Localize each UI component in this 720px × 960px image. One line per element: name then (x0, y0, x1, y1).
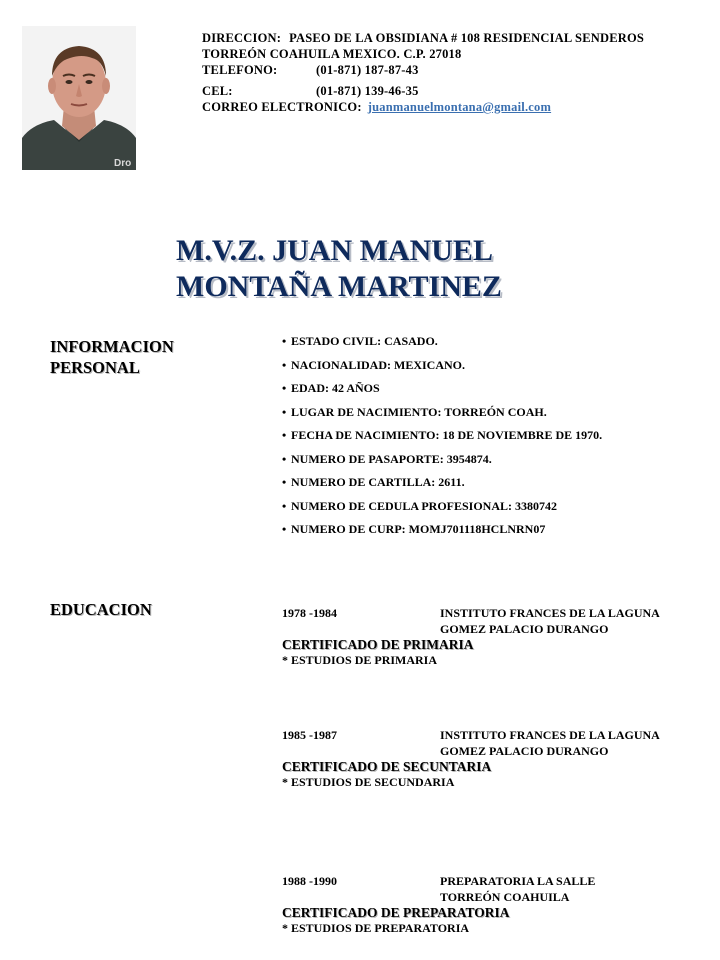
cell-row (202, 83, 702, 99)
person-name (176, 233, 676, 305)
phone-label: TELEFONO: (202, 63, 278, 77)
list-item: • NUMERO DE CARTILLA: 2611. (282, 475, 465, 489)
personal-item-text: NUMERO DE CURP: MOMJ701118HCLNRN07 (291, 522, 546, 536)
list-item: • LUGAR DE NACIMIENTO: TORREÓN COAH. (282, 404, 547, 419)
personal-item-text: NUMERO DE CARTILLA: 2611. (291, 475, 465, 489)
address-line-1: PASEO DE LA OBSIDIANA # 108 RESIDENCIAL SENDEROS (289, 31, 645, 45)
cell-label: CEL: (202, 84, 233, 98)
personal-info-list (282, 333, 702, 545)
email-label: CORREO ELECTRONICO: (202, 100, 362, 114)
personal-item-text: NACIONALIDAD: MEXICANO. (291, 357, 465, 372)
studies-note: * ESTUDIOS DE PRIMARIA (282, 653, 438, 667)
school-name-line-1: INSTITUTO FRANCES DE LA LAGUNA (440, 728, 660, 742)
contact-block (202, 30, 702, 115)
education-years: 1988 -1990 (282, 874, 337, 888)
education-entry (282, 727, 702, 790)
list-item: • NACIONALIDAD: MEXICANO. (282, 357, 465, 372)
email-row (202, 99, 702, 115)
phone-row (202, 62, 702, 78)
address-row (202, 30, 702, 46)
certificate-title: CERTIFICADO DE PRIMARIA (282, 637, 474, 652)
education-entry (282, 605, 702, 668)
personal-item-text: NUMERO DE PASAPORTE: 3954874. (291, 451, 492, 466)
education-heading: EDUCACION (50, 600, 152, 619)
personal-info-heading-line-2: PERSONAL (50, 358, 140, 377)
certificate-title: CERTIFICADO DE SECUNTARIA (282, 759, 492, 774)
school-name-line-1: PREPARATORIA LA SALLE (440, 874, 596, 888)
personal-item-text: LUGAR DE NACIMIENTO: TORREÓN COAH. (291, 404, 547, 419)
phone-value: (01-871) 187-87-43 (316, 63, 419, 77)
name-line-2: MONTAÑA MARTINEZ (176, 270, 502, 303)
personal-item-text: EDAD: 42 AÑOS (291, 381, 380, 395)
email-link[interactable]: juanmanuelmontana@gmail.com (367, 100, 552, 114)
address-line-2: TORREÓN COAHUILA MEXICO. C.P. 27018 (202, 47, 462, 61)
list-item: • NUMERO DE CEDULA PROFESIONAL: 3380742 (282, 498, 558, 513)
list-item: • NUMERO DE PASAPORTE: 3954874. (282, 451, 492, 466)
studies-note: * ESTUDIOS DE PREPARATORIA (282, 921, 470, 935)
name-line-1: M.V.Z. JUAN MANUEL (176, 234, 493, 267)
personal-info-heading-line-1: INFORMACION (50, 337, 174, 356)
personal-info-heading (50, 336, 174, 378)
profile-photo-illustration (22, 26, 136, 170)
studies-note: * ESTUDIOS DE SECUNDARIA (282, 775, 455, 789)
cell-value: (01-871) 139-46-35 (316, 84, 419, 98)
education-years: 1985 -1987 (282, 728, 337, 742)
profile-photo (22, 26, 136, 170)
education-entry (282, 873, 702, 936)
personal-item-text: NUMERO DE CEDULA PROFESIONAL: 3380742 (291, 498, 558, 513)
shirt-logo-text: Dro (114, 158, 132, 169)
school-name-line-2: GOMEZ PALACIO DURANGO (440, 744, 609, 758)
list-item: • ESTADO CIVIL: CASADO. (282, 334, 438, 348)
list-item: • FECHA DE NACIMIENTO: 18 DE NOVIEMBRE DE 1970. (282, 428, 603, 442)
school-name-line-2: TORREÓN COAHUILA (440, 890, 570, 904)
list-item: • NUMERO DE CURP: MOMJ701118HCLNRN07 (282, 522, 546, 536)
education-years: 1978 -1984 (282, 606, 337, 620)
school-name-line-2: GOMEZ PALACIO DURANGO (440, 622, 609, 636)
list-item: • EDAD: 42 AÑOS (282, 381, 380, 395)
certificate-title: CERTIFICADO DE PREPARATORIA (282, 905, 510, 920)
personal-item-text: FECHA DE NACIMIENTO: 18 DE NOVIEMBRE DE 1970. (291, 428, 603, 442)
personal-item-text: ESTADO CIVIL: CASADO. (291, 334, 438, 348)
address-label: DIRECCION: (202, 31, 282, 45)
address-row-2 (202, 46, 702, 62)
school-name-line-1: INSTITUTO FRANCES DE LA LAGUNA (440, 606, 660, 620)
